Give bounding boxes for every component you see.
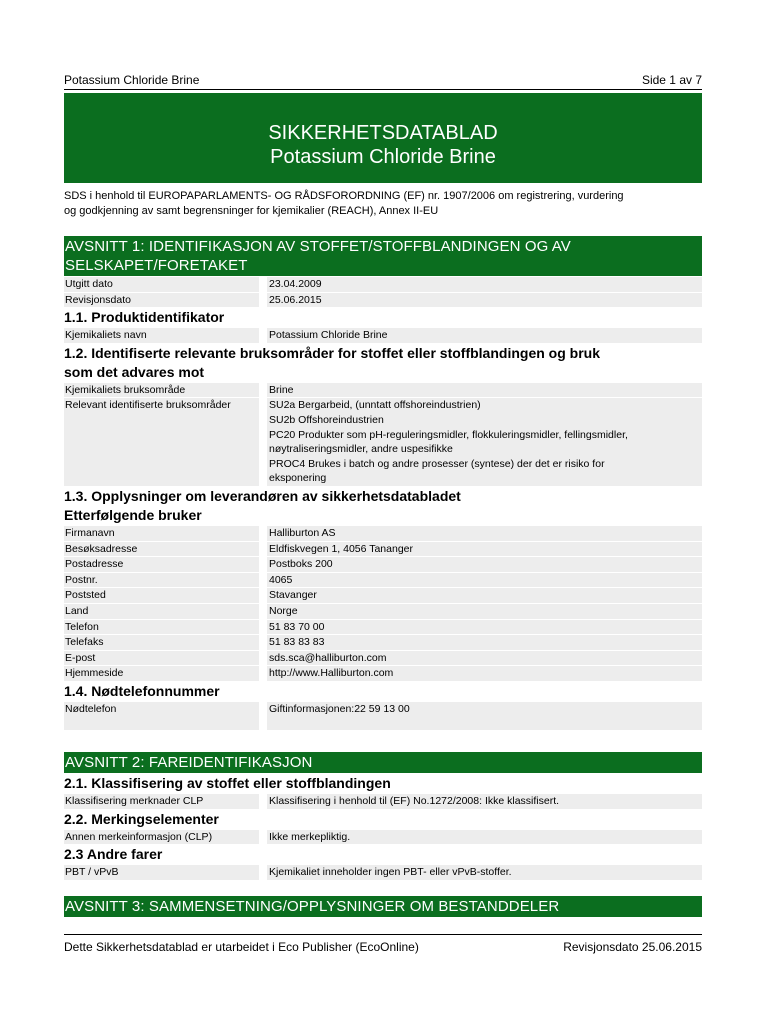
use-line: SU2b Offshoreindustrien <box>269 413 384 426</box>
row-label: Poststed <box>64 588 259 603</box>
row-label: Kjemikaliets navn <box>64 328 259 343</box>
row-label: E-post <box>64 651 259 666</box>
subsection-2-3-heading: 2.3 Andre farer <box>64 846 163 863</box>
table-row <box>64 398 702 486</box>
table-row <box>64 830 702 845</box>
use-line: PC20 Produkter som pH-reguleringsmidler, flokkuleringsmidler, fellingsmidler, <box>269 428 628 441</box>
table-row <box>64 293 702 308</box>
row-value: 25.06.2015 <box>267 293 702 308</box>
header-doc-name: Potassium Chloride Brine <box>64 73 200 87</box>
table-row <box>64 702 702 730</box>
table-row <box>64 383 702 398</box>
row-label: Postnr. <box>64 573 259 588</box>
row-value: Giftinformasjonen:22 59 13 00 <box>267 702 702 730</box>
row-value: 23.04.2009 <box>267 277 702 292</box>
row-label: Besøksadresse <box>64 542 259 557</box>
section-2-heading: AVSNITT 2: FAREIDENTIFIKASJON <box>64 752 702 773</box>
use-line: nøytraliseringsmidler, andre uspesifikke <box>269 443 453 456</box>
row-label: Firmanavn <box>64 526 259 541</box>
row-label: Kjemikaliets bruksområde <box>64 383 259 398</box>
table-row <box>64 557 702 572</box>
row-label: Telefaks <box>64 635 259 650</box>
row-label: Nødtelefon <box>64 702 259 730</box>
row-label: Relevant identifiserte bruksområder <box>64 398 259 486</box>
use-line: eksponering <box>269 472 327 485</box>
footer-publisher-note: Dette Sikkerhetsdatablad er utarbeidet i Eco Publisher (EcoOnline) <box>64 940 419 954</box>
row-label: Utgitt dato <box>64 277 259 292</box>
row-value: Brine <box>267 383 702 398</box>
subsection-1-1-heading: 1.1. Produktidentifikator <box>64 309 225 326</box>
row-label: PBT / vPvB <box>64 865 259 880</box>
row-label: Revisjonsdato <box>64 293 259 308</box>
subsection-1-2-heading <box>64 344 702 382</box>
row-value-multiline <box>267 398 702 486</box>
table-row <box>64 526 702 541</box>
page-footer <box>64 934 702 954</box>
product-title: Potassium Chloride Brine <box>270 146 496 168</box>
subsection-2-1-heading: 2.1. Klassifisering av stoffet eller stoffblandingen <box>64 775 391 791</box>
table-row <box>64 651 702 666</box>
subsection-1-2-heading-line-2: som det advares mot <box>64 363 205 380</box>
subsection-1-3-heading <box>64 487 702 525</box>
row-label: Postadresse <box>64 557 259 572</box>
table-row <box>64 573 702 588</box>
section-1-dates <box>64 277 702 307</box>
header-page-number: Side 1 av 7 <box>641 73 702 87</box>
supplier-table <box>64 526 702 681</box>
row-label: Land <box>64 604 259 619</box>
section-2 <box>64 752 702 880</box>
section-1 <box>64 236 702 730</box>
intro-text <box>64 189 702 219</box>
subsection-1-2-heading-line-1: 1.2. Identifiserte relevante bruksområder for stoffet eller stoffblandingen og bruk <box>64 344 600 361</box>
table-row <box>64 604 702 619</box>
title-banner <box>64 93 702 183</box>
subsection-2-2-heading: 2.2. Merkingselementer <box>64 810 219 827</box>
intro-line-1: SDS i henhold til EUROPAPARLAMENTS- OG RÅDSFORORDNING (EF) nr. 1907/2006 om registrering, vurdering <box>64 190 624 202</box>
intro-line-2: og godkjenning av samt begrensninger for kjemikalier (REACH), Annex II-EU <box>64 205 439 217</box>
row-label: Telefon <box>64 620 259 635</box>
row-value: Halliburton AS <box>267 526 702 541</box>
row-value: 4065 <box>267 573 702 588</box>
table-row <box>64 277 702 292</box>
row-label: Annen merkeinformasjon (CLP) <box>64 830 259 845</box>
table-row <box>64 542 702 557</box>
row-value: Potassium Chloride Brine <box>267 328 702 343</box>
table-row <box>64 635 702 650</box>
subsection-1-3-heading-line-2: Etterfølgende bruker <box>64 506 202 523</box>
website-value: http://www.Halliburton.com <box>267 666 702 681</box>
row-value: 51 83 70 00 <box>267 620 702 635</box>
row-value: Klassifisering i henhold til (EF) No.1272/2008: Ikke klassifisert. <box>267 794 702 809</box>
section-1-heading-line-2: SELSKAPET/FORETAKET <box>65 257 248 274</box>
row-value: Stavanger <box>267 588 702 603</box>
document-title: SIKKERHETSDATABLAD <box>268 122 498 144</box>
subsection-1-3-heading-line-1: 1.3. Opplysninger om leverandøren av sikkerhetsdatabladet <box>64 487 461 504</box>
subsection-1-4-heading: 1.4. Nødtelefonnummer <box>64 682 220 699</box>
section-1-heading <box>64 236 702 276</box>
section-1-heading-line-1: AVSNITT 1: IDENTIFIKASJON AV STOFFET/STOFFBLANDINGEN OG AV <box>65 238 571 255</box>
row-value: Eldfiskvegen 1, 4056 Tananger <box>267 542 702 557</box>
row-value: Norge <box>267 604 702 619</box>
use-line: SU2a Bergarbeid, (unntatt offshoreindustrien) <box>269 399 481 412</box>
row-value: 51 83 83 83 <box>267 635 702 650</box>
table-row <box>64 794 702 809</box>
row-value: Ikke merkepliktig. <box>267 830 702 845</box>
row-value: Kjemikaliet inneholder ingen PBT- eller vPvB-stoffer. <box>267 865 702 880</box>
use-line: PROC4 Brukes i batch og andre prosesser (syntese) der det er risiko for <box>269 457 605 470</box>
table-row <box>64 328 702 343</box>
table-row <box>64 865 702 880</box>
section-3 <box>64 896 702 917</box>
email-value: sds.sca@halliburton.com <box>267 651 702 666</box>
row-value: Postboks 200 <box>267 557 702 572</box>
page-header <box>64 73 702 90</box>
table-row <box>64 666 702 681</box>
table-row <box>64 620 702 635</box>
row-label: Klassifisering merknader CLP <box>64 794 259 809</box>
footer-revision-date: Revisjonsdato 25.06.2015 <box>563 940 702 954</box>
row-label: Hjemmeside <box>64 666 259 681</box>
table-row <box>64 588 702 603</box>
section-3-heading: AVSNITT 3: SAMMENSETNING/OPPLYSNINGER OM BESTANDDELER <box>64 896 702 917</box>
